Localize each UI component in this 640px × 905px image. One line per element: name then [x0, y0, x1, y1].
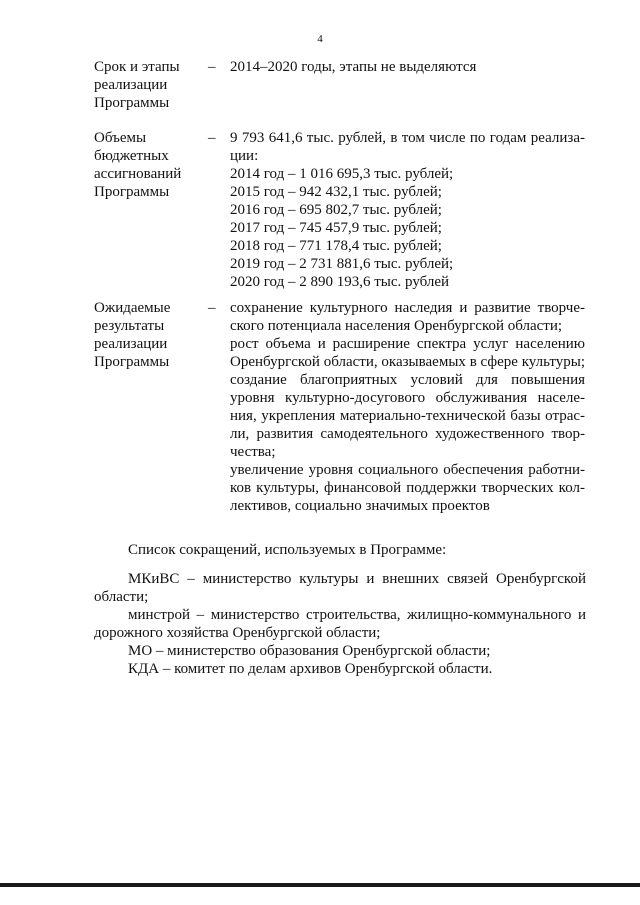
- label-line: реализации: [94, 77, 168, 93]
- page-number: 4: [317, 33, 323, 45]
- label-line: результаты: [94, 318, 165, 334]
- content-line: ции:: [230, 148, 259, 164]
- passport-content: [230, 299, 585, 515]
- abbreviation-item: минстрой – министерство строительства, жилищно-коммунального и дорожного хозяйства Оренбургской области;: [94, 607, 586, 641]
- passport-dash: –: [208, 59, 216, 75]
- abbreviation-item: КДА – комитет по делам архивов Оренбургской области.: [128, 661, 493, 677]
- content-line: Оренбургской области, оказываемых в сфере культуры;: [230, 354, 585, 370]
- passport-label: [94, 129, 204, 201]
- label-line: Срок и этапы: [94, 59, 180, 75]
- content-line: уровня культурно-досугового обслуживания населе-: [230, 390, 585, 406]
- label-line: Ожидаемые: [94, 300, 171, 316]
- abbreviations-list: [94, 570, 586, 678]
- bottom-rule: [0, 883, 640, 887]
- content-line: 2018 год – 771 178,4 тыс. рублей;: [230, 238, 442, 254]
- passport-label: [94, 58, 204, 112]
- label-line: реализации: [94, 336, 168, 352]
- passport-dash: –: [208, 130, 216, 146]
- label-line: бюджетных: [94, 148, 169, 164]
- abbreviations-title: Список сокращений, используемых в Программе:: [128, 542, 447, 558]
- content-line: чества;: [230, 444, 276, 460]
- content-line: увеличение уровня социального обеспечения работни-: [230, 462, 585, 478]
- content-line: 2014 год – 1 016 695,3 тыс. рублей;: [230, 166, 454, 182]
- passport-dash: –: [208, 300, 216, 316]
- label-line: Объемы: [94, 130, 147, 146]
- content-line: 2015 год – 942 432,1 тыс. рублей;: [230, 184, 442, 200]
- content-line: 2019 год – 2 731 881,6 тыс. рублей;: [230, 256, 454, 272]
- passport-content: [230, 58, 585, 76]
- label-line: Программы: [94, 184, 170, 200]
- abbreviation-item: МО – министерство образования Оренбургской области;: [128, 643, 491, 659]
- content-line: ского потенциала населения Оренбургской области;: [230, 318, 563, 334]
- content-line: создание благоприятных условий для повышения: [230, 372, 585, 388]
- content-line: рост объема и расширение спектра услуг населению: [230, 336, 585, 352]
- content-line: 2017 год – 745 457,9 тыс. рублей;: [230, 220, 442, 236]
- content-line: 2020 год – 2 890 193,6 тыс. рублей: [230, 274, 450, 290]
- content-line: сохранение культурного наследия и развитие творче-: [230, 300, 585, 316]
- content-line: лективов, социально значимых проектов: [230, 498, 490, 514]
- content-line: ков культуры, финансовой поддержки творческих кол-: [230, 480, 585, 496]
- passport-label: [94, 299, 204, 371]
- content-line: ния, укрепления материально-технической базы отрас-: [230, 408, 585, 424]
- content-line: 9 793 641,6 тыс. рублей, в том числе по годам реализа-: [230, 130, 585, 146]
- content-line: 2016 год – 695 802,7 тыс. рублей;: [230, 202, 442, 218]
- content-line: ли, развития самодеятельного художественного твор-: [230, 426, 585, 442]
- label-line: ассигнований: [94, 166, 182, 182]
- label-line: Программы: [94, 354, 170, 370]
- label-line: Программы: [94, 95, 170, 111]
- passport-content: [230, 129, 585, 291]
- content-line: 2014–2020 годы, этапы не выделяются: [230, 59, 477, 75]
- abbreviation-item: МКиВС – министерство культуры и внешних связей Оренбургской области;: [94, 571, 586, 605]
